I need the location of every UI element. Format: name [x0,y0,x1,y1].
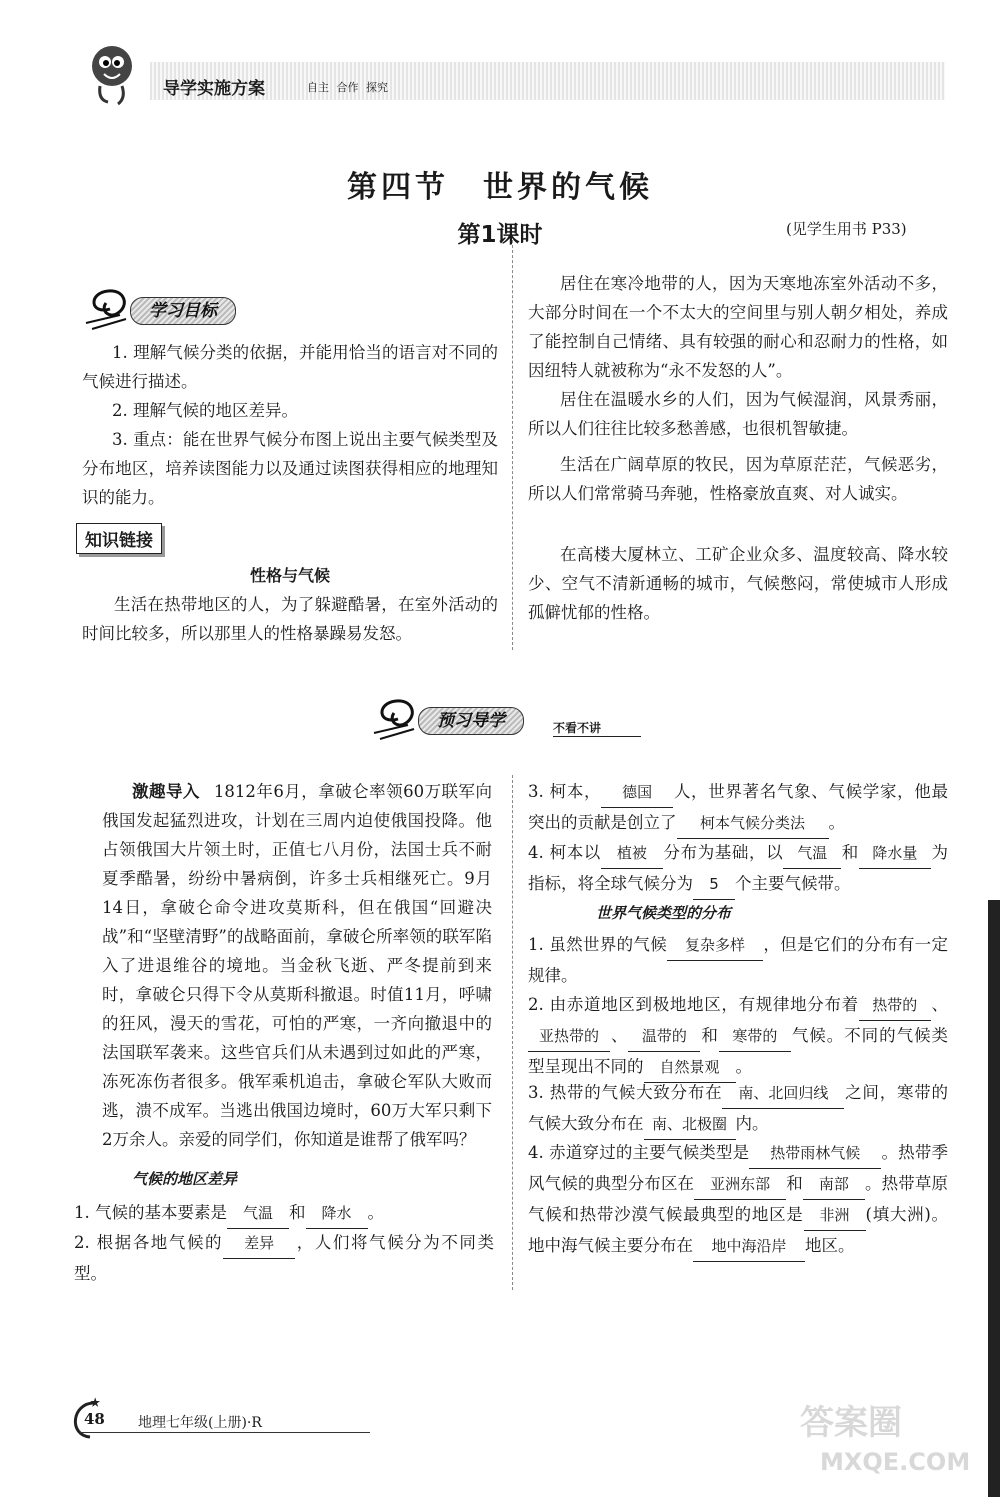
dist-heading: 世界气候类型的分布 [596,904,732,922]
question-4: 4. 柯本以 植被 分布为基础，以 气温 和 降水量 为指标，将全球气候分为 5 个主要气候带。 [528,838,948,900]
question-r4: 4. 赤道穿过的主要气候类型是 热带雨林气候 。热带季风气候的典型分布区在 亚洲东部 和 南部 。热带草原气候和热带沙漠气候最典型的地区是 非洲 (填大洲)。地中海气候主要分布在 地中海沿岸 地区。 [528,1138,948,1262]
mascot-icon [78,38,148,108]
section-title: 第四节 世界的气候 [347,170,653,205]
knowledge-link-heading: 性格与气候 [249,566,330,585]
objectives-banner [80,285,310,333]
answer-blank: 降水量 [859,839,931,869]
answer-blank: 气温 [227,1199,289,1229]
answer-blank: 南、北回归线 [722,1079,844,1109]
column-divider [512,240,513,650]
knowledge-paragraph: 生活在广阔草原的牧民，因为草原茫茫，气候恶劣，所以人们常常骑马奔驰，性格豪放直爽、对人诚实。 [528,455,948,503]
intro-paragraph [102,777,492,1154]
knowledge-link-tag: 知识链接 [76,523,162,554]
answer-blank: 热带雨林气候 [749,1139,881,1169]
header-title: 导学实施方案 [163,79,265,99]
answer-blank: 柯本气候分类法 [677,809,829,839]
question-r1: 1. 虽然世界的气候 复杂多样 ，但是它们的分布有一定规律。 [528,930,948,990]
answer-blank: 南、北极圈 [644,1110,736,1140]
intro-lead: 激趣导入 [132,782,200,801]
answer-blank: 降水 [306,1199,368,1229]
question-1: 1. 气候的基本要素是 气温 和 降水 。 [74,1198,494,1229]
knowledge-paragraph: 居住在寒冷地带的人，因为天寒地冻室外活动不多，大部分时间在一个不太大的空间里与别人朝夕相处，养成了能控制自己情绪、具有较强的耐心和忍耐力的性格，如因纽特人就被称为“永不发怒的人”。 [528,274,948,380]
answer-blank: 自然景观 [644,1053,736,1083]
objectives-banner-label: 学习目标 [130,297,236,325]
knowledge-paragraph: 居住在温暖水乡的人们，因为气候湿润，风景秀丽，所以人们往往比较多愁善感，也很机智敏捷。 [528,390,948,438]
footer-line [80,1432,370,1433]
answer-blank: 气温 [783,839,841,869]
diff-heading: 气候的地区差异 [132,1170,238,1188]
header-subtitle: 自主 合作 探究 [307,81,388,94]
objective-3: 3. 重点：能在世界气候分布图上说出主要气候类型及分布地区，培养读图能力以及通过读图获得相应的地理知识的能力。 [82,430,498,507]
page-edge-shadow [988,900,1000,1497]
knowledge-paragraph: 在高楼大厦林立、工矿企业众多、温度较高、降水较少、空气不清新通畅的城市，气候憋闷，常使城市人形成孤僻忧郁的性格。 [528,545,948,622]
answer-blank: 德国 [601,778,673,808]
question-2: 2. 根据各地气候的 差异 ，人们将气候分为不同类型。 [74,1228,494,1288]
answer-blank: 温带的 [628,1022,700,1052]
answer-blank: 差异 [223,1229,295,1259]
preview-banner [368,695,668,743]
watermark-logo: 答案圈 [800,1403,902,1443]
reference-note: (见学生用书 P33) [786,220,907,238]
answer-blank: 热带的 [859,991,931,1021]
answer-blank: 亚热带的 [528,1022,610,1052]
column-divider [512,775,513,1290]
question-r2: 2. 由赤道地区到极地地区，有规律地分布着 热带的 、亚热带的 、 温带的 和 寒带的 气候。不同的气候类型呈现出不同的 自然景观 。 [528,990,948,1083]
header-band [150,62,945,100]
lesson-title: 第1课时 [457,222,543,248]
question-3: 3. 柯本， 德国 人，世界著名气象、气候学家，他最突出的贡献是创立了 柯本气候分类法 。 [528,777,948,839]
objective-2: 2. 理解气候的地区差异。 [112,401,298,420]
intro-text: 1812年6月，拿破仑率领60万联军向俄国发起猛烈进攻，计划在三周内迫使俄国投降。他占领俄国大片领土时，正值七八月份，法国士兵不耐夏季酷暑，纷纷中暑病倒，许多士兵相继死亡。9月14日，拿破仑命令进攻莫斯科，但在俄国“回避决战”和“坚壁清野”的战略面前，拿破仑所率领的联军陷入了进退维谷的境地。当金秋飞逝、严冬提前到来时，拿破仑只得下令从莫斯科撤退。时值11月，呼啸的狂风，漫天的雪花，可怕的严寒，一齐向撤退中的法国联军袭来。这些官兵们从未遇到过如此的严寒，冻死冻伤者很多。俄军乘机追击，拿破仑军队大败而逃，溃不成军。当逃出俄国边境时，60万大军只剩下2万余人。亲爱的同学们，你知道是谁帮了俄军吗？ [102,782,492,1149]
preview-banner-label: 预习导学 [418,707,524,735]
answer-blank: 寒带的 [719,1022,791,1052]
objective-1: 1. 理解气候分类的依据，并能用恰当的语言对不同的气候进行描述。 [82,343,498,391]
question-r3: 3. 热带的气候大致分布在 南、北回归线 之间，寒带的气候大致分布在 南、北极圈 内。 [528,1078,948,1140]
page-number: 48 [84,1410,105,1428]
footer-text: 地理七年级(上册)·R [138,1415,262,1431]
answer-blank: 亚洲东部 [694,1170,786,1200]
watermark-url: MXQE.COM [820,1448,971,1476]
answer-blank: 复杂多样 [667,931,763,961]
answer-blank: 南部 [803,1170,865,1200]
answer-blank: 地中海沿岸 [693,1232,805,1262]
knowledge-paragraph: 生活在热带地区的人，为了躲避酷暑，在室外活动的时间比较多，所以那里人的性格暴躁易发怒。 [82,595,498,643]
preview-banner-note: 不看不讲 [553,719,641,737]
answer-blank: 5 [693,870,735,900]
answer-blank: 植被 [601,839,663,869]
answer-blank: 非洲 [804,1201,866,1231]
